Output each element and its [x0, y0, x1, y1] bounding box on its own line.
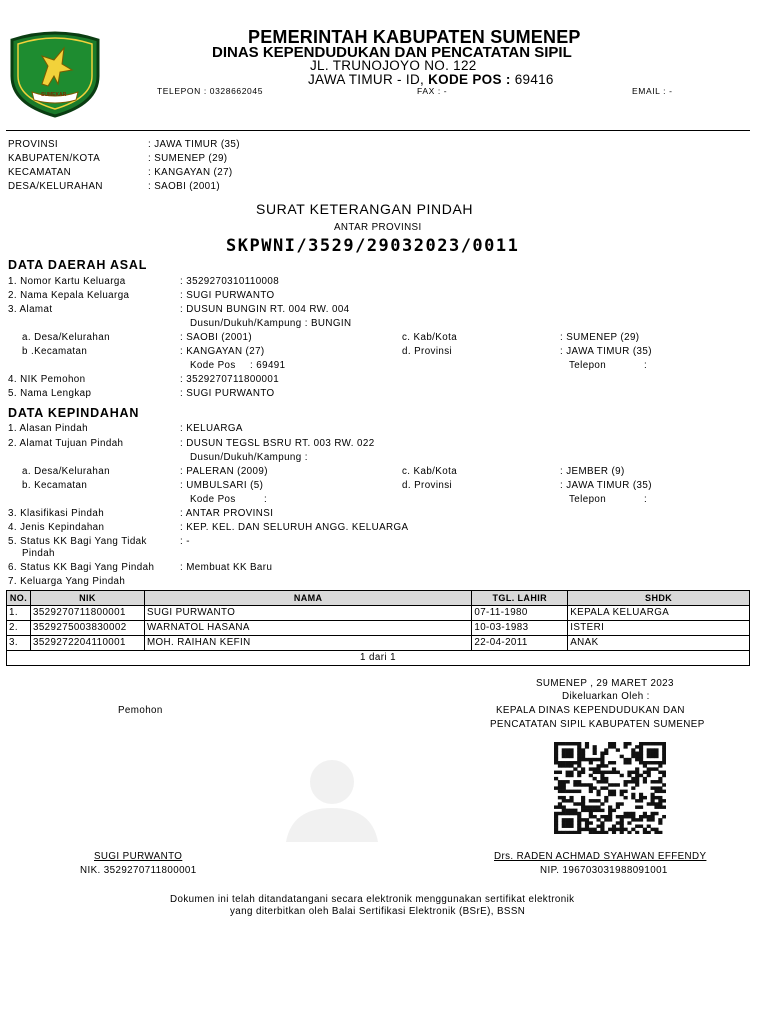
street-address: JL. TRUNOJOYO NO. 122	[310, 58, 477, 73]
region-row	[0, 153, 768, 167]
section-heading-asal: DATA DAERAH ASAL	[8, 258, 148, 272]
field-row	[0, 522, 768, 536]
field-label: 4. Jenis Kepindahan	[8, 522, 105, 533]
logo	[8, 26, 102, 118]
region-value: : SAOBI (2001)	[148, 181, 221, 192]
field-row	[0, 480, 768, 494]
field-value: : SUGI PURWANTO	[180, 388, 275, 399]
field-row	[0, 374, 768, 388]
field-label: b. Kecamatan	[22, 480, 88, 491]
field-row	[0, 346, 768, 360]
place-date: SUMENEP , 29 MARET 2023	[536, 678, 674, 689]
field-row	[0, 562, 768, 576]
sumenep-emblem-icon	[8, 26, 102, 118]
field-label: a. Desa/Kelurahan	[22, 466, 110, 477]
region-value: : SUMENEP (29)	[148, 153, 228, 164]
region-label: DESA/KELURAHAN	[8, 181, 103, 192]
field-label: 1. Nomor Kartu Keluarga	[8, 276, 126, 287]
region-label: KABUPATEN/KOTA	[8, 153, 101, 164]
column-header: TGL. LAHIR	[472, 591, 568, 606]
field-label: c. Kab/Kota	[402, 466, 458, 477]
gov-name: PEMERINTAH KABUPATEN SUMENEP	[248, 27, 581, 47]
field-label: c. Kab/Kota	[402, 332, 458, 343]
page-indicator: 1 dari 1	[7, 651, 750, 666]
footer-line1: Dokumen ini telah ditandatangani secara elektronik menggunakan sertifikat elektronik	[170, 894, 575, 905]
field-value: : JEMBER (9)	[560, 466, 625, 477]
field-value: : KEP. KEL. DAN SELURUH ANGG. KELUARGA	[180, 522, 409, 533]
field-label-cont: Pindah	[22, 548, 55, 559]
field-value: : -	[180, 536, 190, 547]
table-row	[7, 636, 750, 651]
table-cell: 2.	[7, 621, 31, 636]
field-row	[0, 466, 768, 480]
field-value: :	[644, 360, 648, 371]
field-value: : JAWA TIMUR (35)	[560, 480, 652, 491]
field-label: 3. Klasifikasi Pindah	[8, 508, 105, 519]
field-label: 3. Alamat	[8, 304, 53, 315]
field-value: : SAOBI (2001)	[180, 332, 253, 343]
table-cell: 3529272204110001	[30, 636, 144, 651]
field-value: : JAWA TIMUR (35)	[560, 346, 652, 357]
field-value: : SUGI PURWANTO	[180, 290, 275, 301]
table-cell: 1.	[7, 606, 31, 621]
dusun-line: Dusun/Dukuh/Kampung :	[190, 452, 308, 463]
applicant-nik: NIK. 3529270711800001	[80, 865, 197, 876]
field-row	[0, 290, 768, 304]
dept-name: DINAS KEPENDUDUKAN DAN PENCATATAN SIPIL	[212, 44, 572, 61]
field-row	[0, 388, 768, 402]
field-label: Telepon	[569, 494, 607, 505]
field-value: : UMBULSARI (5)	[180, 480, 264, 491]
field-label: 4. NIK Pemohon	[8, 374, 86, 385]
field-label: 5. Status KK Bagi Yang Tidak	[8, 536, 147, 547]
region-label: PROVINSI	[8, 139, 59, 150]
field-label: a. Desa/Kelurahan	[22, 332, 110, 343]
field-label: 7. Keluarga Yang Pindah	[8, 576, 126, 587]
user-placeholder-icon	[282, 752, 382, 844]
dusun-line: Dusun/Dukuh/Kampung : BUNGIN	[190, 318, 352, 329]
city: JAWA TIMUR - ID,	[308, 72, 425, 87]
field-row	[0, 548, 768, 562]
table-cell: 07-11-1980	[472, 606, 568, 621]
region-value: : KANGAYAN (27)	[148, 167, 233, 178]
field-label: d. Provinsi	[402, 346, 453, 357]
region-value: : JAWA TIMUR (35)	[148, 139, 240, 150]
office-line2: PENCATATAN SIPIL KABUPATEN SUMENEP	[490, 719, 705, 730]
office-line1: KEPALA DINAS KEPENDUDUKAN DAN	[496, 705, 685, 716]
table-cell: 3529275003830002	[30, 621, 144, 636]
doc-subtitle: ANTAR PROVINSI	[334, 222, 422, 233]
table-cell: SUGI PURWANTO	[144, 606, 471, 621]
field-value: : KELUARGA	[180, 423, 243, 434]
table-cell: 10-03-1983	[472, 621, 568, 636]
field-value: : SUMENEP (29)	[560, 332, 640, 343]
table-row	[7, 606, 750, 621]
table-cell: 3529270711800001	[30, 606, 144, 621]
field-row	[0, 423, 768, 437]
postcode: 69416	[514, 72, 554, 87]
fax: FAX : -	[417, 86, 448, 96]
field-label: d. Provinsi	[402, 480, 453, 491]
field-label: 5. Nama Lengkap	[8, 388, 92, 399]
table-cell: 22-04-2011	[472, 636, 568, 651]
field-row	[0, 276, 768, 290]
field-row	[0, 576, 768, 590]
field-value: : 69491	[250, 360, 286, 371]
region-row	[0, 181, 768, 195]
table-cell: KEPALA KELUARGA	[568, 606, 750, 621]
table-cell: WARNATOL HASANA	[144, 621, 471, 636]
table-cell: 3.	[7, 636, 31, 651]
field-row	[0, 452, 768, 466]
field-label: 2. Alamat Tujuan Pindah	[8, 438, 124, 449]
field-value: : KANGAYAN (27)	[180, 346, 265, 357]
field-label: 1. Alasan Pindah	[8, 423, 88, 434]
email: EMAIL : -	[632, 86, 673, 96]
section-heading-pindah: DATA KEPINDAHAN	[8, 406, 140, 420]
doc-title: SURAT KETERANGAN PINDAH	[256, 201, 474, 217]
phone: TELEPON : 0328662045	[157, 86, 264, 96]
applicant-label: Pemohon	[118, 705, 163, 716]
footer-line2: yang diterbitkan oleh Balai Sertifikasi Elektronik (BSrE), BSSN	[230, 906, 526, 917]
field-value: : DUSUN TEGSL BSRU RT. 003 RW. 022	[180, 438, 375, 449]
table-cell: MOH. RAIHAN KEFIN	[144, 636, 471, 651]
applicant-name: SUGI PURWANTO	[94, 851, 183, 862]
column-header: NIK	[30, 591, 144, 606]
official-name: Drs. RADEN ACHMAD SYAHWAN EFFENDY	[494, 851, 707, 862]
city-line	[308, 72, 554, 87]
field-label: b .Kecamatan	[22, 346, 88, 357]
field-label: Kode Pos	[190, 494, 236, 505]
field-value: : DUSUN BUNGIN RT. 004 RW. 004	[180, 304, 350, 315]
table-cell: ISTERI	[568, 621, 750, 636]
region-row	[0, 167, 768, 181]
qr-code-icon	[554, 742, 666, 834]
field-value: : 3529270711800001	[180, 374, 280, 385]
table-row	[7, 621, 750, 636]
field-row	[0, 360, 768, 374]
field-value: :	[264, 494, 268, 505]
logo-text: SUMEKAR	[41, 92, 67, 98]
column-header: NAMA	[144, 591, 471, 606]
field-label: 2. Nama Kepala Keluarga	[8, 290, 130, 301]
table-cell: ANAK	[568, 636, 750, 651]
field-row	[0, 508, 768, 522]
header-divider	[6, 130, 750, 131]
field-value: :	[644, 494, 648, 505]
field-row	[0, 304, 768, 318]
doc-number: SKPWNI/3529/29032023/0011	[226, 236, 520, 256]
field-row	[0, 438, 768, 452]
table-page-row	[7, 651, 750, 666]
field-value: : PALERAN (2009)	[180, 466, 268, 477]
field-label: Kode Pos	[190, 360, 236, 371]
field-value: : 3529270310110008	[180, 276, 280, 287]
family-table	[6, 590, 750, 666]
field-label: 6. Status KK Bagi Yang Pindah	[8, 562, 155, 573]
table-header-row	[7, 591, 750, 606]
field-row	[0, 332, 768, 346]
column-header: SHDK	[568, 591, 750, 606]
field-row	[0, 494, 768, 508]
region-label: KECAMATAN	[8, 167, 72, 178]
postcode-label: KODE POS :	[428, 72, 511, 87]
column-header: NO.	[7, 591, 31, 606]
region-row	[0, 139, 768, 153]
official-nip: NIP. 196703031988091001	[540, 865, 668, 876]
issued-by: Dikeluarkan Oleh :	[562, 691, 650, 702]
field-value: : Membuat KK Baru	[180, 562, 273, 573]
field-value: : ANTAR PROVINSI	[180, 508, 274, 519]
field-label: Telepon	[569, 360, 607, 371]
field-row	[0, 318, 768, 332]
